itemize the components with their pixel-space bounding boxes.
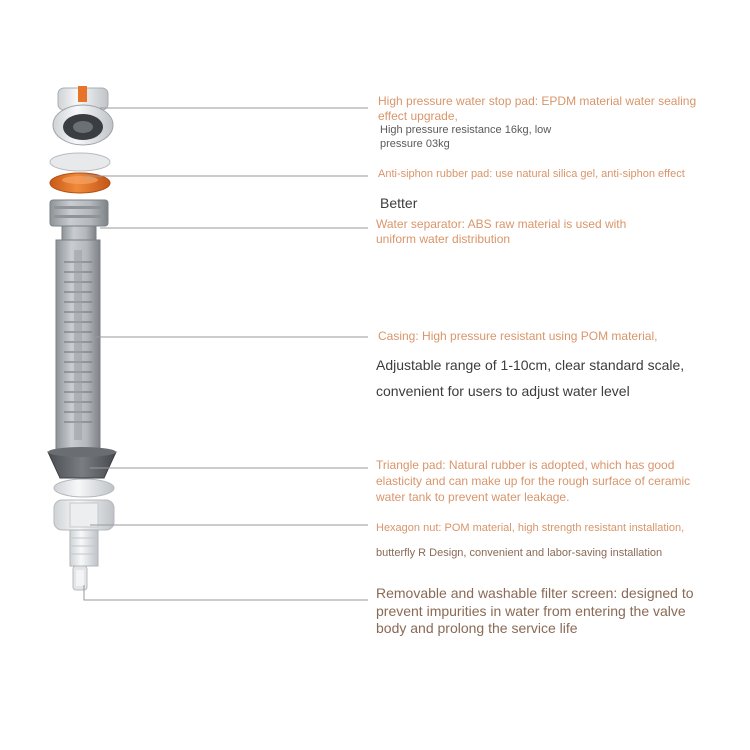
triangle-pad-title: Triangle pad: Natural rubber is adopted, which has good elasticity and can make up for the rough surface of ceramic water tank to prevent water leakage. bbox=[376, 458, 691, 504]
hexagon-nut-part bbox=[54, 479, 114, 530]
casing-title: Casing: High pressure resistant using POM material, bbox=[378, 329, 658, 343]
hex-nut-detail: butterfly R Design, convenient and labor-saving installation bbox=[376, 547, 663, 559]
anti-siphon-title: Anti-siphon rubber pad: use natural silica gel, anti-siphon effect bbox=[378, 168, 685, 180]
filter-screen-part bbox=[70, 530, 98, 590]
casing-part bbox=[56, 226, 100, 450]
hex-nut-title: Hexagon nut: POM material, high strength resistant installation, bbox=[376, 522, 685, 534]
triangle-pad-part bbox=[48, 447, 116, 478]
leader-line-filter bbox=[84, 585, 368, 600]
separator-title: Water separator: ABS raw material is used with uniform water distribution bbox=[376, 217, 627, 246]
filter-title: Removable and washable filter screen: designed to prevent impurities in water from entering the valve body and prolong the service life bbox=[376, 585, 694, 636]
casing-detail: Adjustable range of 1-10cm, clear standard scale, convenient for users to adjust water level bbox=[376, 357, 685, 399]
stop-pad-detail: High pressure resistance 16kg, low pressure 03kg bbox=[380, 124, 552, 150]
stop-pad-title: High pressure water stop pad: EPDM material water sealing effect upgrade, bbox=[378, 94, 697, 123]
washer-part bbox=[50, 153, 110, 171]
water-separator-part bbox=[50, 200, 108, 226]
leader-lines bbox=[84, 108, 368, 600]
anti-siphon-detail: Better bbox=[380, 195, 418, 211]
stop-pad-part bbox=[53, 86, 113, 145]
